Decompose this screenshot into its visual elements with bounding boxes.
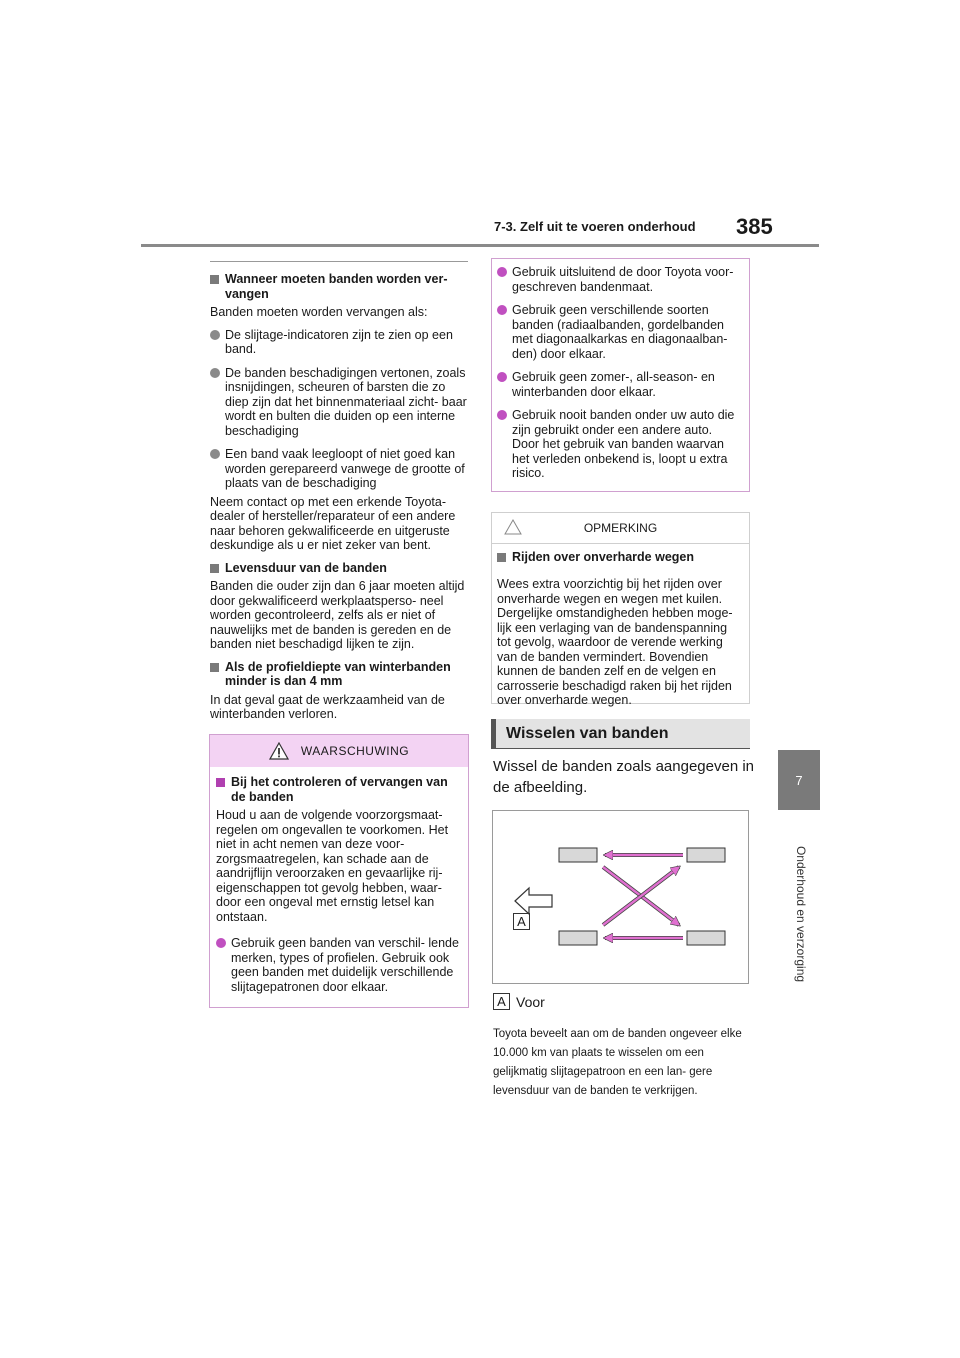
tire-front-right	[559, 931, 597, 945]
bullet-item: Een band vaak leegloopt of niet goed kan worden gerepareerd vanwege de grootte of plaats van de beschadiging	[210, 447, 468, 491]
section-title: 7-3. Zelf uit te voeren onderhoud	[494, 219, 696, 234]
note-heading: Rijden over onverharde wegen	[497, 550, 743, 565]
rotation-heading: Wisselen van banden	[491, 719, 750, 749]
rotation-diagram-svg	[493, 811, 748, 983]
note-header	[492, 513, 749, 544]
heading-tire-life: Levensduur van de banden	[210, 561, 468, 576]
front-direction-arrow-icon	[515, 888, 552, 914]
paragraph: In dat geval gaat de werkzaamheid van de winterbanden verloren.	[210, 692, 445, 721]
note-title: OPMERKING	[583, 520, 658, 535]
legend-letter: A	[493, 993, 510, 1010]
rotation-intro: Wissel de banden zoals aangegeven in de afbeelding.	[493, 758, 755, 796]
paragraph: Banden die ouder zijn dan 6 jaar moeten altijd door gekwalificeerd werkplaatsperso- neel worden gecontroleerd, zelfs als er niet of nauwelijks met de banden is gereden en de banden niet beschadigd lijken te zijn.	[210, 579, 465, 651]
caution-triangle-icon	[504, 519, 522, 535]
warning-triangle-icon	[269, 742, 289, 760]
warning-bullet: Gebruik uitsluitend de door Toyota voor- geschreven bandenmaat.	[497, 265, 741, 294]
heading-tire-replacement: Wanneer moeten banden worden ver- vangen	[210, 272, 468, 301]
note-text: Wees extra voorzichtig bij het rijden over onverharde wegen en wegen met kuilen. Dergelijke omstandigheden hebben moge- lijk een verlaging van de bandenspanning tot gevolg, waardoor de verende werking van de banden vermindert. Bovendien kunnen de banden zelf en de velgen en carrosserie beschadigd raken bij het rijden over onverharde wegen.	[497, 577, 733, 707]
chapter-number: 7	[795, 772, 803, 788]
paragraph: Neem contact op met een erkende Toyota- dealer of hersteller/reparateur of een andere naar behoren gekwalificeerde en uitgeruste deskundige als u er niet zeker van bent.	[210, 494, 456, 552]
bullet-item: De slijtage-indicatoren zijn te zien op een band.	[210, 328, 468, 357]
heading-winter-tread: Als de profieldiepte van winterbanden minder is dan 4 mm	[210, 660, 468, 689]
bullet-item: De banden beschadigingen vertonen, zoals insnijdingen, scheuren of barsten die zo diep zijn dat het binnenmateriaal zicht- baar wordt en bulten die duiden op een interne beschadiging	[210, 366, 468, 439]
legend-row	[493, 993, 545, 1010]
warning-bullet: Gebruik geen verschillende soorten banden (radiaalbanden, gordelbanden met diagonaalkarkas en diagonaalban- den) door elkaar.	[497, 303, 741, 361]
header-rule	[141, 244, 819, 247]
warning-header	[210, 735, 468, 767]
warning-bullet: Gebruik nooit banden onder uw auto die zijn gebruikt onder een andere auto. Door het gebruik van banden waarvan het verleden onbekend is, loopt u extra risico.	[497, 408, 741, 481]
note-box	[491, 512, 750, 707]
warning-continued-box	[491, 258, 750, 492]
legend-text: Voor	[516, 993, 545, 1010]
warning-bullet: Gebruik geen zomer-, all-season- en winterbanden door elkaar.	[497, 370, 741, 399]
chapter-tab	[778, 750, 820, 810]
tire-rear-left	[687, 848, 725, 862]
tire-rear-right	[687, 931, 725, 945]
warning-box	[209, 734, 469, 1008]
warning-bullet: Gebruik geen banden van verschil- lende merken, types of profielen. Gebruik ook geen banden met duidelijk verschillende slijtagepatronen door elkaar.	[216, 936, 462, 994]
page-number: 385	[736, 214, 773, 239]
warning-heading: Bij het controleren of vervangen van de banden	[216, 775, 462, 804]
tire-front-left	[559, 848, 597, 862]
rotation-note: Toyota beveelt aan om de banden ongeveer elke 10.000 km van plaats te wisselen om een gelijkmatig slijtagepatroon en een lan- gere levensduur van de banden te verkrijgen.	[493, 1028, 742, 1097]
intro-text: Banden moeten worden vervangen als:	[210, 305, 428, 319]
rotation-diagram	[492, 810, 749, 984]
left-column	[210, 261, 468, 726]
callout-letter: A	[513, 913, 530, 930]
chapter-label: Onderhoud en verzorging	[794, 845, 808, 983]
column-rule	[210, 261, 468, 262]
warning-title: WAARSCHUWING	[300, 744, 410, 758]
warning-text: Houd u aan de volgende voorzorgsmaat- regelen om ongevallen te voorkomen. Het niet in acht nemen van deze voor- zorgsmaatregelen, kan schade aan de aandrijflijn veroorzaken en gevaarlijke rij- eigenschappen tot gevolg hebben, waar- door een ongeval met ernstig letsel kan ontstaan.	[216, 808, 449, 924]
